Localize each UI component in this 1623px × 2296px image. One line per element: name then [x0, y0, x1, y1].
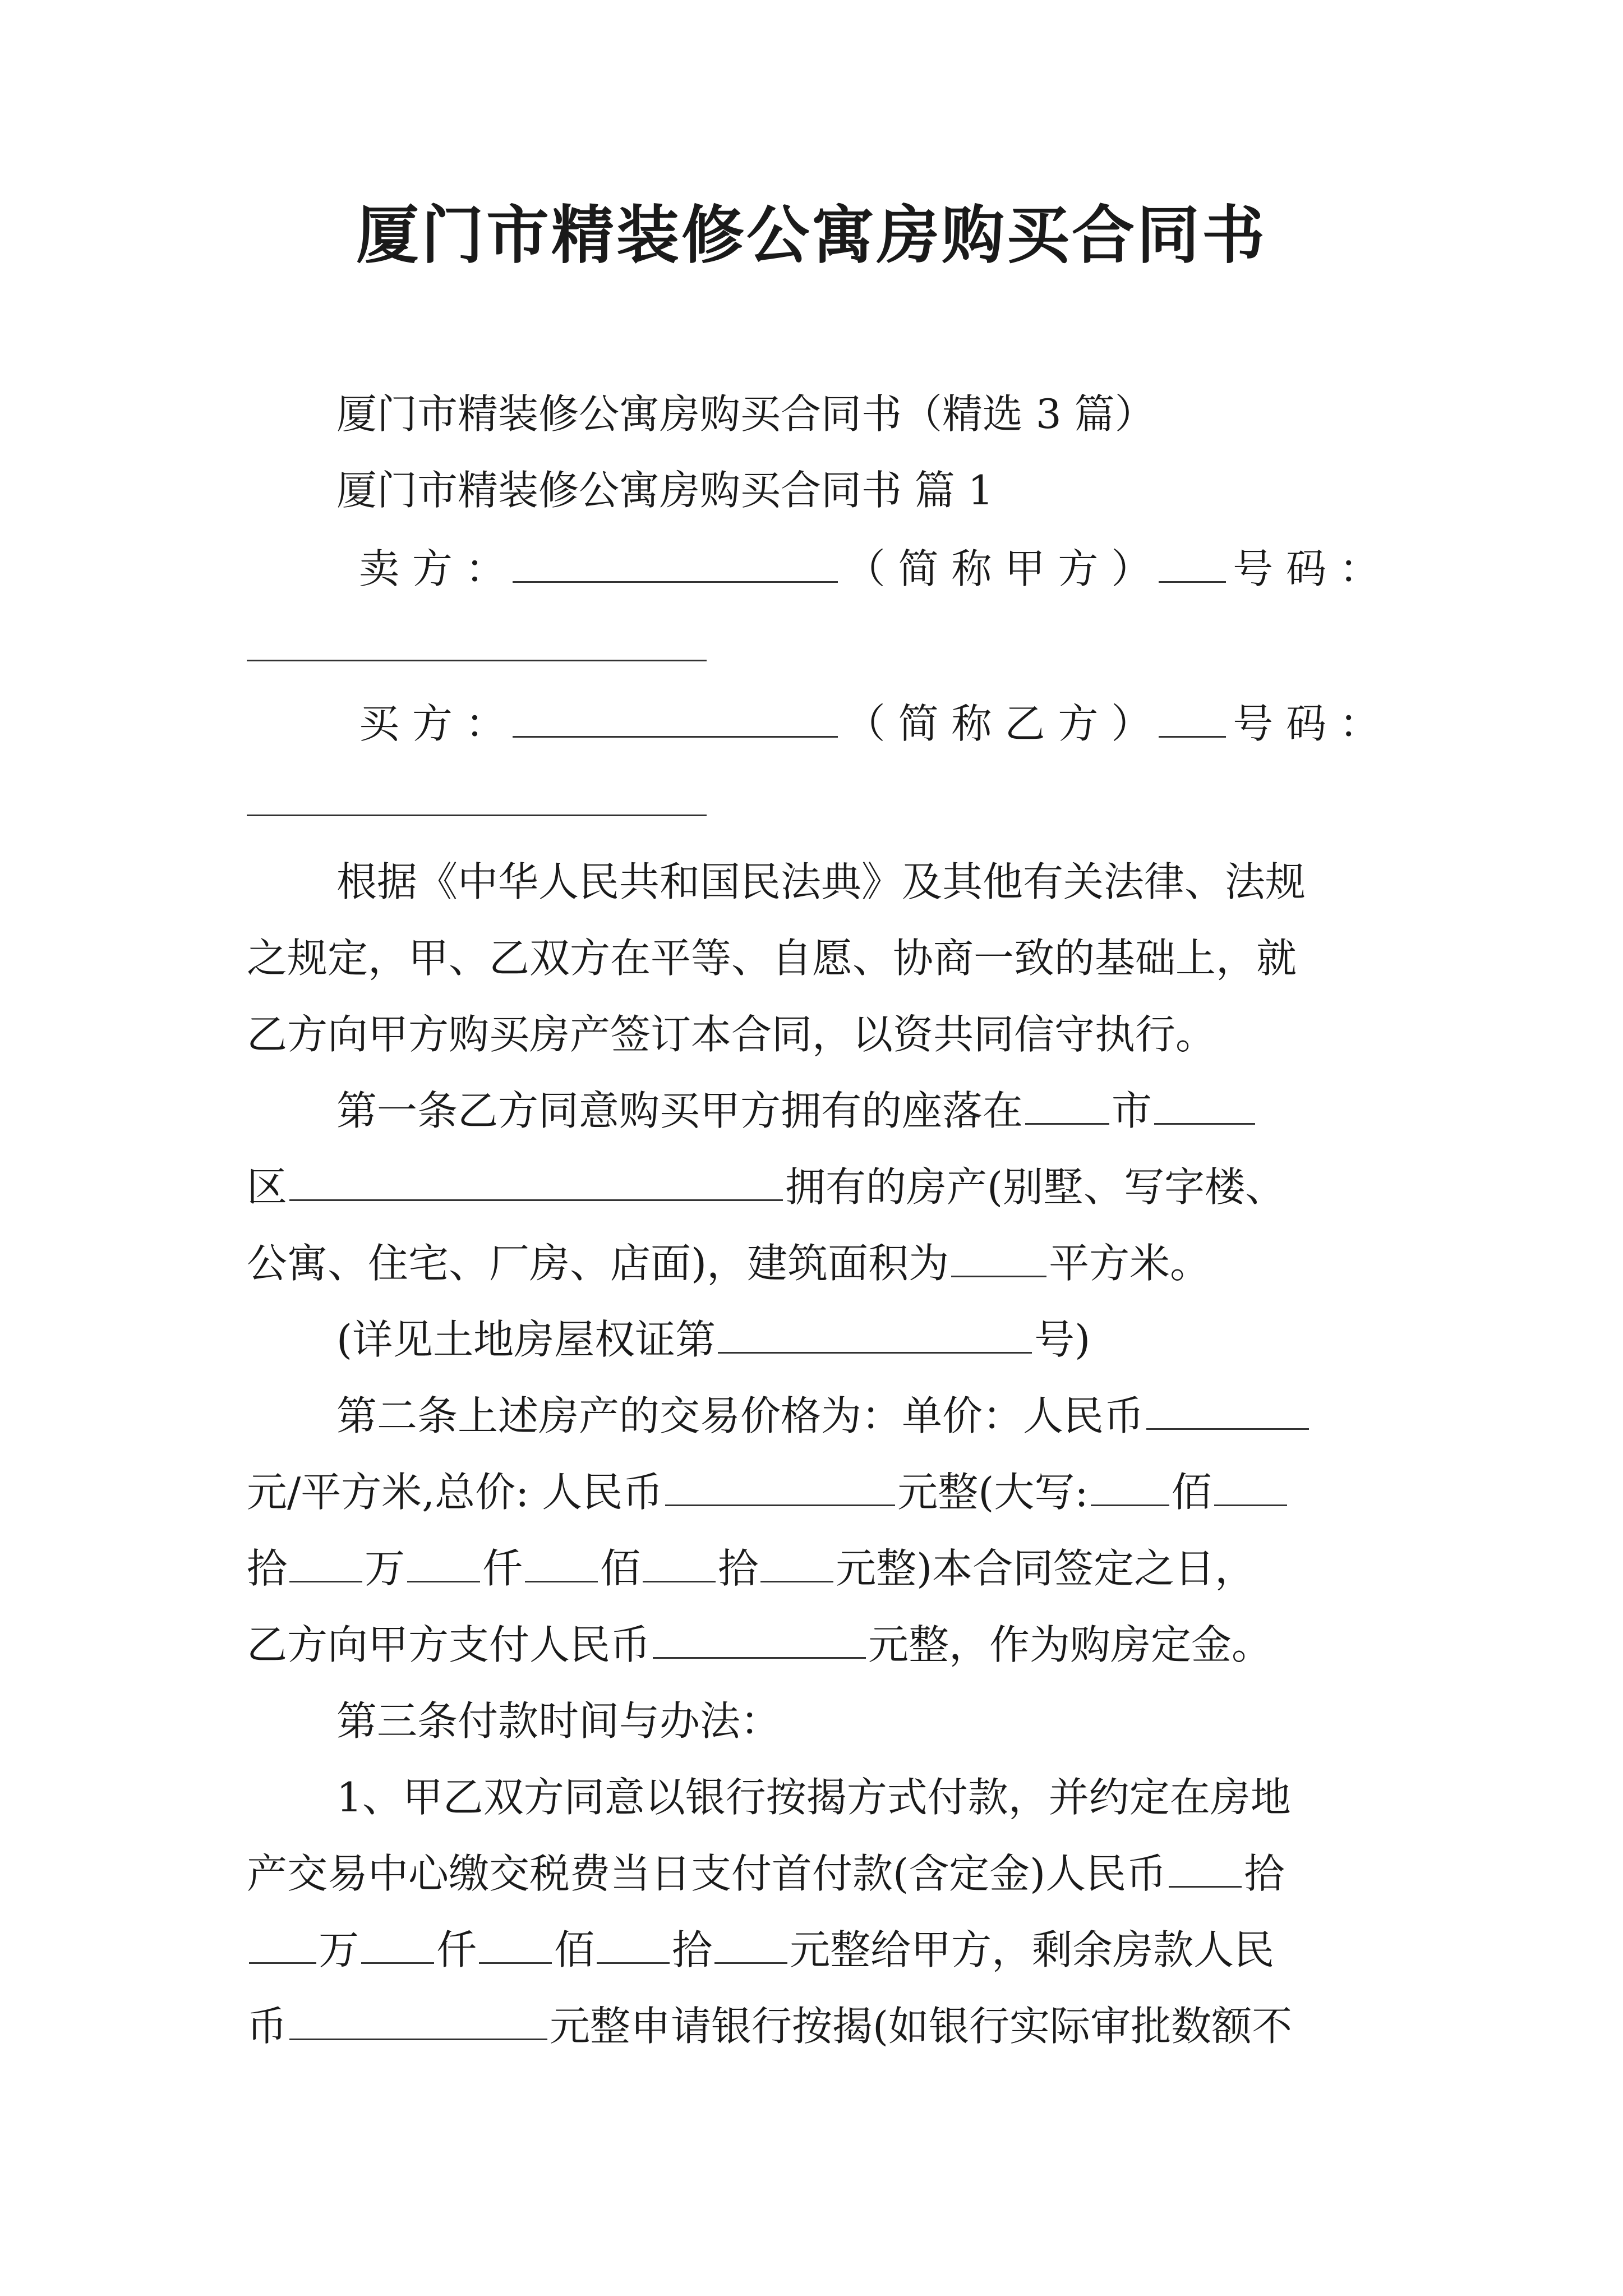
article3-text2: 产交易中心缴交税费当日支付首付款(含定金)人民币: [247, 1850, 1167, 1897]
down-payment-blank-3: [361, 1927, 434, 1964]
capital-unit-6: 拾: [718, 1545, 759, 1592]
down-payment-unit-1: 拾: [1244, 1850, 1285, 1897]
capital-blank-2: [1214, 1470, 1287, 1506]
seller-line: [359, 531, 1380, 607]
document-title: 厦门市精装修公寓房购买合同书: [356, 199, 1267, 272]
article1-line2: [247, 1149, 1380, 1225]
capital-unit-3: 万: [365, 1545, 405, 1592]
district-blank: [1154, 1088, 1255, 1125]
article3-heading-text: 第三条付款时间与办法：: [336, 1697, 781, 1745]
buyer-name-blank: [513, 701, 838, 738]
para1-line3: [247, 996, 1380, 1073]
capital-label: 元整(大写:: [897, 1469, 1089, 1516]
article3-line3: [247, 1912, 1380, 1988]
capital-unit-2: 拾: [247, 1545, 288, 1592]
buyer-abbr: （ 简 称 乙 方 ）: [845, 700, 1152, 747]
down-payment-unit-2: 万: [319, 1926, 359, 1973]
certificate-blank: [718, 1317, 1032, 1354]
section-heading: [336, 452, 1380, 528]
article2-text5: 元整，作为购房定金。: [868, 1621, 1272, 1668]
down-payment-blank-6: [714, 1927, 787, 1964]
total-price-blank: [665, 1470, 895, 1506]
article1-line1: [336, 1073, 1380, 1149]
article2-text2: 元/平方米,总价: 人民币: [247, 1469, 663, 1516]
down-payment-blank-5: [597, 1927, 670, 1964]
capital-unit-1: 佰: [1171, 1469, 1212, 1516]
capital-unit-5: 佰: [600, 1545, 641, 1592]
article3-heading: [336, 1683, 1380, 1759]
address-blank: [289, 1165, 783, 1201]
capital-blank-5: [525, 1546, 598, 1582]
article1-text3: 公寓、住宅、厂房、店面)，建筑面积为: [247, 1240, 949, 1287]
article2-text4: 乙方向甲方支付人民币: [247, 1621, 651, 1668]
section-heading-text: 厦门市精装修公寓房购买合同书 篇 1: [336, 467, 994, 514]
article1-text1: 第一条乙方同意购买甲方拥有的座落在: [336, 1087, 1023, 1134]
article1-line4: [336, 1301, 1380, 1378]
capital-blank-4: [407, 1546, 480, 1582]
article2-text3: 元整)本合同签定之日，: [836, 1545, 1256, 1592]
article3-line4: [247, 1988, 1380, 2064]
down-payment-blank-2: [249, 1927, 316, 1964]
capital-blank-3: [289, 1546, 362, 1582]
para1-line1: [336, 844, 1380, 920]
para1-text2: 之规定，甲、乙双方在平等、自愿、协商一致的基础上，就: [247, 935, 1297, 982]
city-label: 市: [1112, 1087, 1152, 1134]
capital-blank-6: [643, 1546, 716, 1582]
article2-line3: [247, 1530, 1380, 1607]
article2-line1: [336, 1378, 1380, 1454]
article3-text1: 1、甲乙双方同意以银行按揭方式付款，并约定在房地: [336, 1774, 1291, 1821]
buyer-label: 买 方 ：: [359, 700, 506, 747]
buyer-number-blank: [247, 815, 707, 816]
para1-line2: [247, 920, 1380, 996]
buyer-number-label: 号 码 ：: [1233, 700, 1380, 747]
certificate-label: (详见土地房屋权证第: [336, 1316, 716, 1363]
article1-text2: 拥有的房产(别墅、写字楼、: [785, 1163, 1286, 1211]
article2-line4: [247, 1607, 1380, 1683]
down-payment-unit-4: 佰: [554, 1926, 595, 1973]
district-label: 区: [247, 1163, 288, 1211]
deposit-blank: [653, 1622, 866, 1659]
seller-number-label: 号 码 ：: [1233, 545, 1380, 592]
para1-text1: 根据《中华人民共和国民法典》及其他有关法律、法规: [336, 858, 1306, 905]
article2-text1: 第二条上述房产的交易价格为：单价：人民币: [336, 1392, 1145, 1439]
down-payment-unit-5: 拾: [672, 1926, 713, 1973]
seller-name-blank: [513, 546, 838, 583]
para1-text3: 乙方向甲方购买房产签订本合同，以资共同信守执行。: [247, 1011, 1216, 1058]
area-blank: [951, 1241, 1046, 1277]
city-blank: [1025, 1088, 1109, 1125]
article3-text3: 元整给甲方，剩余房款人民: [790, 1926, 1275, 1973]
capital-blank-1: [1091, 1470, 1169, 1506]
buyer-blank-short: [1159, 701, 1226, 738]
currency-label: 币: [247, 2003, 288, 2050]
down-payment-blank-4: [479, 1927, 552, 1964]
seller-label: 卖 方 ：: [359, 545, 506, 592]
article3-text4: 元整申请银行按揭(如银行实际审批数额不: [550, 2003, 1293, 2050]
unit-price-blank: [1146, 1393, 1309, 1430]
seller-number-blank: [247, 660, 707, 661]
seller-abbr: （ 简 称 甲 方 ）: [845, 545, 1152, 592]
article3-line2: [247, 1835, 1380, 1912]
article1-line3: [247, 1225, 1380, 1301]
capital-unit-4: 仟: [482, 1545, 523, 1592]
down-payment-unit-3: 仟: [436, 1926, 477, 1973]
seller-blank-short: [1159, 546, 1226, 583]
certificate-suffix: 号): [1034, 1316, 1091, 1363]
buyer-line: [359, 685, 1380, 762]
subtitle-line: [336, 376, 1380, 452]
area-unit: 平方米。: [1049, 1240, 1211, 1287]
down-payment-blank-1: [1169, 1851, 1242, 1888]
capital-blank-7: [760, 1546, 833, 1582]
article3-line1: [336, 1759, 1380, 1835]
mortgage-amount-blank: [289, 2004, 547, 2040]
article2-line2: [247, 1454, 1380, 1530]
subtitle-text: 厦门市精装修公寓房购买合同书（精选 3 篇）: [336, 390, 1155, 438]
